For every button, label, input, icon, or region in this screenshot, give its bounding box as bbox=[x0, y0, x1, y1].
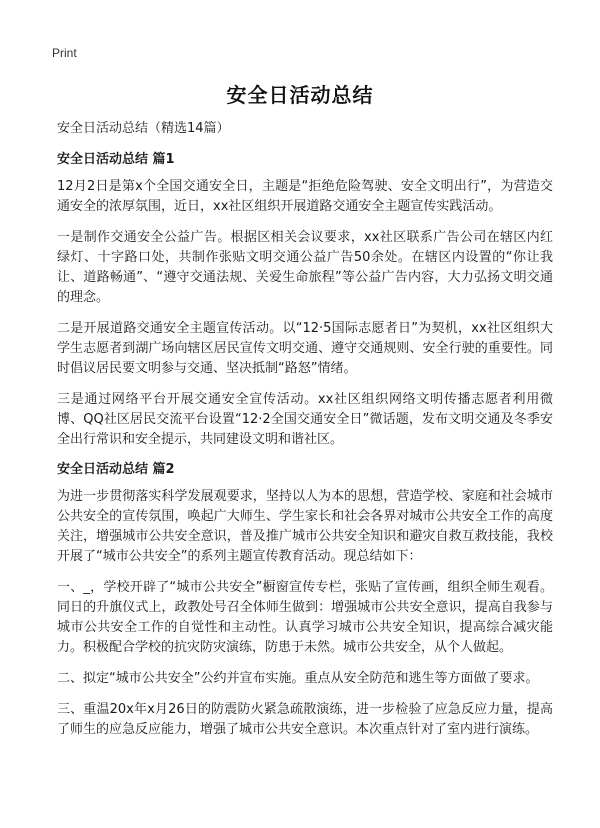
paragraph: 三是通过网络平台开展交通安全宣传活动。xx社区组织网络文明传播志愿者利用微博、QQ社区居民交流平台设置“12·2全国交通安全日”微话题，发布文明交通及冬季安全出行常识和安全提示，共同建设文明和谐社区。 bbox=[57, 392, 553, 447]
section-heading: 安全日活动总结 篇2 bbox=[57, 462, 175, 477]
paragraph: 三、重温20x年x月26日的防震防火紧急疏散演练，进一步检验了应急反应力量，提高了师生的应急反应能力，增强了城市公共安全意识。本次重点针对了室内进行演练。 bbox=[57, 702, 553, 737]
paragraph: 为进一步贯彻落实科学发展观要求，坚持以人为本的思想，营造学校、家庭和社会城市公共安全的宣传氛围，唤起广大师生、学生家长和社会各界对城市公共安全工作的高度关注，增强城市公共安全意识，普及推广城市公共安全知识和避灾自救互救技能，我校开展了“城市公共安全”的系列主题宣传教育活动。现总结如下： bbox=[57, 489, 553, 564]
page-title: 安全日活动总结 bbox=[226, 83, 374, 107]
paragraph: 二是开展道路交通安全主题宣传活动。以“12·5国际志愿者日”为契机，xx社区组织大学生志愿者到湖广场向辖区居民宣传文明交通、遵守交通规则、安全行驶的重要性。同时倡议居民要文明参与交通、坚决抵制“路怒”情绪。 bbox=[57, 321, 553, 376]
document-subtitle: 安全日活动总结（精选14篇） bbox=[57, 121, 230, 136]
paragraph: 一是制作交通安全公益广告。根据区相关会议要求，xx社区联系广告公司在辖区内红绿灯、十字路口处，共制作张贴文明交通公益广告50余处。在辖区内设置的“你让我让、道路畅通”、“遵守交通法规、关爱生命旅程”等公益广告内容，大力弘扬文明交通的理念。 bbox=[57, 230, 553, 305]
section-2 bbox=[57, 461, 553, 740]
section-heading: 安全日活动总结 篇1 bbox=[57, 152, 175, 167]
paragraph: 二、拟定“城市公共安全”公约并宣布实施。重点从安全防范和逃生等方面做了要求。 bbox=[57, 671, 539, 686]
paragraph: 一、_，学校开辟了“城市公共安全”橱窗宣传专栏，张贴了宣传画，组织全师生观看。同日的升旗仪式上，政教处号召全体师生做到：增强城市公共安全意识，提高自我参与城市公共安全工作的自觉性和主动性。认真学习城市公共安全知识，提高综合减灾能力。积极配合学校的抗灾防灾演练，防患于未然。城市公共安全，从个人做起。 bbox=[57, 580, 553, 655]
paragraph: 12月2日是第x个全国交通安全日，主题是“拒绝危险驾驶、安全文明出行”，为营造交通安全的浓厚氛围，近日，xx社区组织开展道路交通安全主题宣传实践活动。 bbox=[57, 179, 553, 214]
section-1 bbox=[57, 151, 553, 450]
document-body bbox=[57, 120, 553, 751]
print-link[interactable]: Print bbox=[52, 46, 77, 60]
